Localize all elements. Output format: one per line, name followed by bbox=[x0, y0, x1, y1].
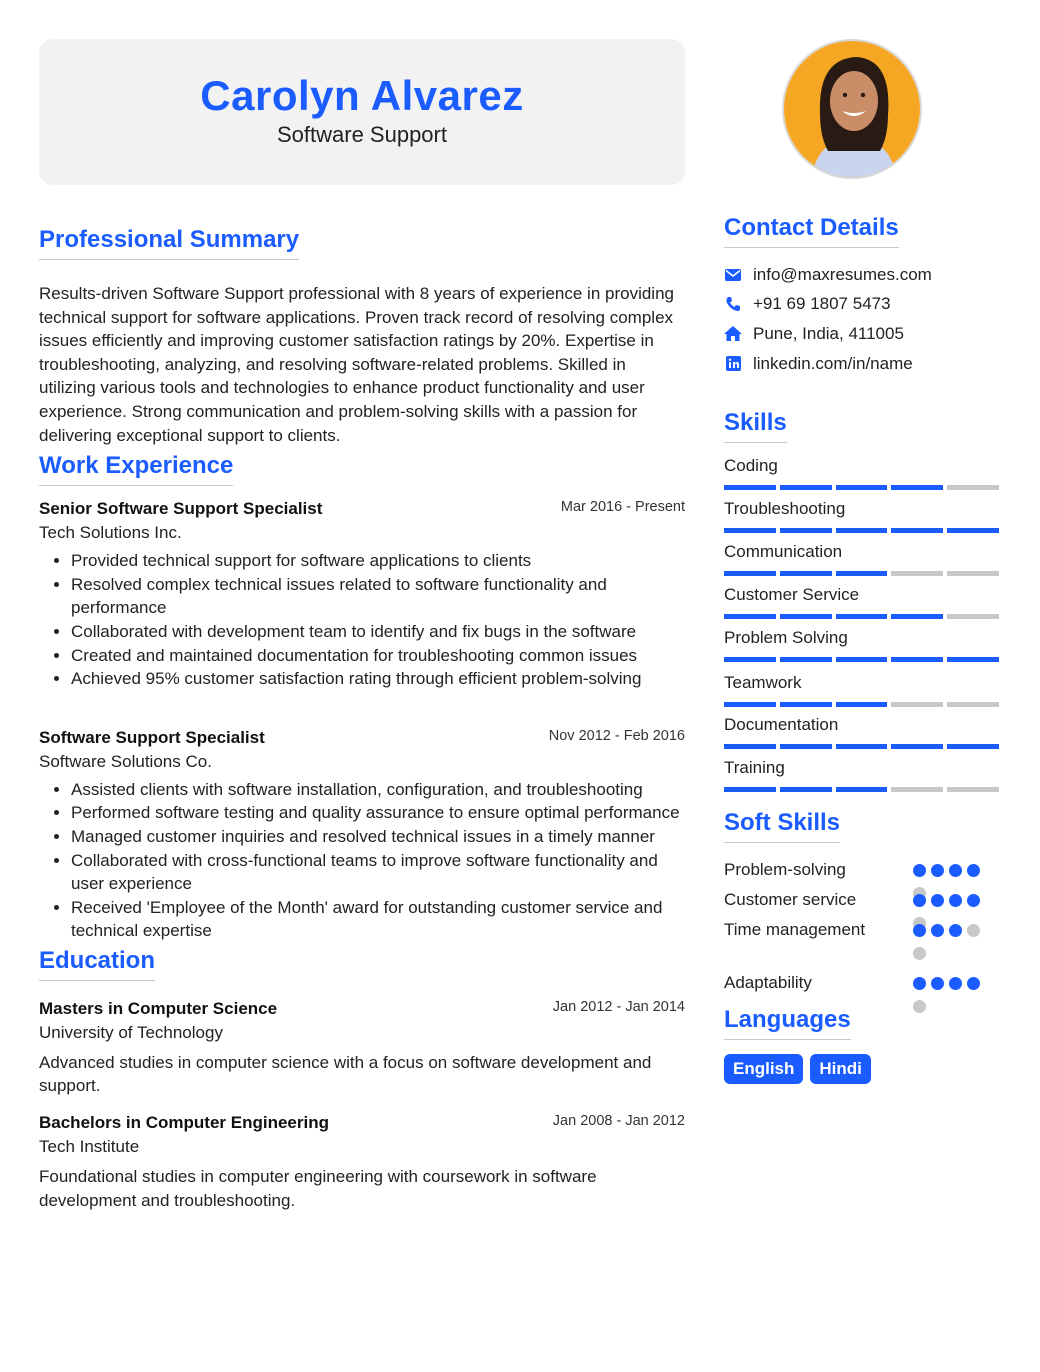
skill-level-segment bbox=[836, 528, 888, 533]
skill-name: Training bbox=[724, 758, 785, 778]
rating-dot bbox=[949, 924, 962, 937]
skill-level-segment bbox=[724, 702, 776, 707]
skill-level-bar bbox=[724, 528, 999, 533]
job-bullet: • Resolved complex technical issues related to software functionality and performance bbox=[71, 573, 685, 620]
skills-heading: Skills bbox=[724, 408, 787, 443]
contact-location bbox=[724, 319, 1000, 349]
education-section bbox=[39, 946, 685, 1212]
skill-item bbox=[724, 455, 1000, 498]
degree-title: Bachelors in Computer Engineering bbox=[39, 1113, 329, 1133]
resume-header bbox=[39, 39, 685, 185]
skill-level-segment bbox=[947, 744, 999, 749]
skill-level-segment bbox=[724, 485, 776, 490]
skill-level-bar bbox=[724, 571, 999, 576]
skill-level-segment bbox=[780, 528, 832, 533]
education-entry bbox=[39, 1111, 685, 1212]
skill-level-bar bbox=[724, 657, 999, 662]
home-icon bbox=[724, 325, 742, 343]
skill-level-segment bbox=[724, 657, 776, 662]
rating-dot bbox=[931, 894, 944, 907]
education-description: Foundational studies in computer engineering with coursework in software development and troubleshooting. bbox=[39, 1167, 597, 1210]
skill-level-segment bbox=[947, 528, 999, 533]
rating-dot bbox=[967, 924, 980, 937]
degree-title: Masters in Computer Science bbox=[39, 998, 278, 1018]
soft-skill-item bbox=[724, 885, 1000, 915]
job-bullets bbox=[39, 778, 685, 943]
skill-level-segment bbox=[780, 571, 832, 576]
job-date: Mar 2016 - Present bbox=[560, 499, 685, 516]
job-bullet: • Provided technical support for software applications to clients bbox=[71, 549, 685, 573]
experience-heading: Work Experience bbox=[39, 451, 233, 486]
job-title: Software Support Specialist bbox=[39, 727, 265, 747]
sidebar-column bbox=[724, 39, 1000, 1084]
rating-dot bbox=[967, 864, 980, 877]
rating-dot bbox=[913, 894, 926, 907]
skill-level-segment bbox=[891, 702, 943, 707]
soft-skill-item bbox=[724, 915, 1000, 968]
skill-item bbox=[724, 498, 1000, 541]
rating-dot bbox=[913, 947, 926, 960]
education-entry bbox=[39, 997, 685, 1098]
skill-level-segment bbox=[891, 787, 943, 792]
education-description: Advanced studies in computer science with a focus on software development and support. bbox=[39, 1052, 652, 1096]
rating-dot bbox=[913, 977, 926, 990]
soft-skill-item bbox=[724, 855, 1000, 885]
linkedin-icon bbox=[724, 355, 742, 373]
job-bullet: • Received 'Employee of the Month' award for outstanding customer service and technical expertise bbox=[71, 896, 685, 943]
skill-level-segment bbox=[836, 614, 888, 619]
skill-level-segment bbox=[947, 571, 999, 576]
language-badge: English bbox=[724, 1054, 803, 1084]
job-title: Senior Software Support Specialist bbox=[39, 499, 323, 519]
rating-dot bbox=[967, 977, 980, 990]
contact-linkedin[interactable] bbox=[724, 349, 1000, 379]
rating-dot bbox=[949, 977, 962, 990]
job-entry bbox=[39, 497, 685, 691]
skill-level-segment bbox=[836, 744, 888, 749]
skill-level-segment bbox=[891, 744, 943, 749]
soft-skill-rating bbox=[913, 977, 993, 1013]
job-bullet: • Created and maintained documentation for troubleshooting common issues bbox=[71, 644, 685, 668]
skill-level-segment bbox=[780, 614, 832, 619]
skill-level-segment bbox=[891, 614, 943, 619]
job-entry bbox=[39, 726, 685, 943]
education-date: Jan 2012 - Jan 2014 bbox=[552, 998, 685, 1015]
skill-item bbox=[724, 672, 1000, 715]
school-name: Tech Institute bbox=[39, 1137, 140, 1157]
rating-dot bbox=[931, 924, 944, 937]
languages-heading: Languages bbox=[724, 1005, 851, 1040]
education-heading: Education bbox=[39, 946, 155, 981]
candidate-title: Software Support bbox=[277, 122, 447, 147]
contact-list bbox=[724, 260, 1000, 378]
language-list bbox=[724, 1054, 1000, 1084]
skill-level-segment bbox=[780, 485, 832, 490]
rating-dot bbox=[913, 924, 926, 937]
rating-dot bbox=[949, 894, 962, 907]
job-bullet: • Performed software testing and quality assurance to ensure optimal performance bbox=[71, 801, 685, 825]
skill-level-segment bbox=[836, 787, 888, 792]
languages-section bbox=[724, 1005, 1000, 1084]
education-date: Jan 2008 - Jan 2012 bbox=[552, 1113, 685, 1130]
summary-text: Results-driven Software Support professional with 8 years of experience in providing technical support for software applications. Proven track record of resolving complex issues efficiently and improving customer satisfaction ratings by 20%. Expertise in troubleshooting, analyzing, and resolving software-related problems. Skilled in utilizing various tools and technologies to enhance product functionality and user experience. Strong communication and problem-solving skills with a passion for delivering exceptional support to clients. bbox=[39, 284, 674, 445]
skill-level-segment bbox=[891, 528, 943, 533]
contact-section bbox=[724, 213, 1000, 378]
skill-name: Coding bbox=[724, 456, 778, 476]
contact-phone[interactable] bbox=[724, 290, 1000, 320]
rating-dot bbox=[931, 977, 944, 990]
contact-location-text: Pune, India, 411005 bbox=[753, 323, 904, 343]
rating-dot bbox=[913, 864, 926, 877]
main-column bbox=[39, 39, 685, 1212]
soft-skill-name: Problem-solving bbox=[724, 859, 846, 879]
skill-level-segment bbox=[724, 614, 776, 619]
contact-email[interactable] bbox=[724, 260, 1000, 290]
job-date: Nov 2012 - Feb 2016 bbox=[548, 727, 685, 744]
contact-linkedin-text: linkedin.com/in/name bbox=[753, 353, 913, 373]
skill-name: Troubleshooting bbox=[724, 499, 846, 519]
skill-level-segment bbox=[947, 787, 999, 792]
skill-item bbox=[724, 584, 1000, 627]
skill-level-bar bbox=[724, 702, 999, 707]
skill-level-segment bbox=[947, 702, 999, 707]
contact-heading: Contact Details bbox=[724, 213, 899, 248]
skill-level-segment bbox=[836, 657, 888, 662]
language-badge: Hindi bbox=[810, 1054, 871, 1084]
skill-name: Documentation bbox=[724, 715, 839, 735]
skill-level-segment bbox=[947, 485, 999, 490]
skill-level-segment bbox=[836, 485, 888, 490]
soft-skill-name: Adaptability bbox=[724, 972, 812, 992]
skill-item bbox=[724, 541, 1000, 584]
envelope-icon bbox=[724, 266, 742, 284]
job-company: Tech Solutions Inc. bbox=[39, 523, 182, 543]
soft-skill-rating bbox=[913, 924, 993, 960]
skill-level-segment bbox=[724, 787, 776, 792]
skills-section bbox=[724, 408, 1000, 800]
skill-level-segment bbox=[780, 702, 832, 707]
skill-level-bar bbox=[724, 787, 999, 792]
rating-dot bbox=[949, 864, 962, 877]
profile-photo bbox=[782, 39, 922, 179]
job-bullet: • Assisted clients with software installation, configuration, and troubleshooting bbox=[71, 778, 685, 802]
skill-item bbox=[724, 757, 1000, 800]
skill-level-segment bbox=[724, 571, 776, 576]
contact-email-text: info@maxresumes.com bbox=[753, 264, 932, 284]
summary-section bbox=[39, 225, 685, 447]
skill-level-segment bbox=[780, 744, 832, 749]
job-bullet: • Managed customer inquiries and resolved technical issues in a timely manner bbox=[71, 825, 685, 849]
skill-name: Problem Solving bbox=[724, 627, 848, 647]
rating-dot bbox=[931, 864, 944, 877]
phone-icon bbox=[724, 295, 742, 313]
experience-section bbox=[39, 451, 685, 943]
skill-level-segment bbox=[724, 528, 776, 533]
skill-name: Customer Service bbox=[724, 584, 860, 604]
soft-skills-section bbox=[724, 808, 1000, 1013]
rating-dot bbox=[913, 1000, 926, 1013]
skill-level-segment bbox=[836, 702, 888, 707]
job-bullets bbox=[39, 549, 685, 691]
school-name: University of Technology bbox=[39, 1022, 223, 1042]
job-bullet: • Collaborated with cross-functional teams to improve software functionality and user experience bbox=[71, 849, 685, 896]
skill-level-segment bbox=[947, 657, 999, 662]
skill-item bbox=[724, 627, 1000, 672]
soft-skill-item bbox=[724, 968, 1000, 1013]
skill-level-segment bbox=[780, 657, 832, 662]
soft-skills-heading: Soft Skills bbox=[724, 808, 840, 843]
skill-level-segment bbox=[947, 614, 999, 619]
skill-item bbox=[724, 714, 1000, 757]
skill-level-segment bbox=[780, 787, 832, 792]
job-company: Software Solutions Co. bbox=[39, 751, 212, 771]
skill-level-bar bbox=[724, 744, 999, 749]
skill-level-bar bbox=[724, 485, 999, 490]
skills-list bbox=[724, 455, 1000, 800]
job-bullet: • Achieved 95% customer satisfaction rating through efficient problem-solving bbox=[71, 667, 685, 691]
contact-phone-text: +91 69 1807 5473 bbox=[753, 294, 891, 314]
profile-photo-image bbox=[784, 41, 922, 179]
candidate-name: Carolyn Alvarez bbox=[200, 72, 524, 119]
skill-name: Teamwork bbox=[724, 672, 802, 692]
soft-skill-name: Customer service bbox=[724, 889, 857, 909]
skill-level-segment bbox=[724, 744, 776, 749]
skill-name: Communication bbox=[724, 541, 843, 561]
soft-skill-name: Time management bbox=[724, 919, 866, 939]
soft-skills-list bbox=[724, 855, 1000, 1013]
job-bullet: • Collaborated with development team to identify and fix bugs in the software bbox=[71, 620, 685, 644]
skill-level-segment bbox=[891, 657, 943, 662]
rating-dot bbox=[967, 894, 980, 907]
skill-level-segment bbox=[836, 571, 888, 576]
skill-level-segment bbox=[891, 485, 943, 490]
skill-level-segment bbox=[891, 571, 943, 576]
summary-heading: Professional Summary bbox=[39, 225, 299, 260]
skill-level-bar bbox=[724, 614, 999, 619]
